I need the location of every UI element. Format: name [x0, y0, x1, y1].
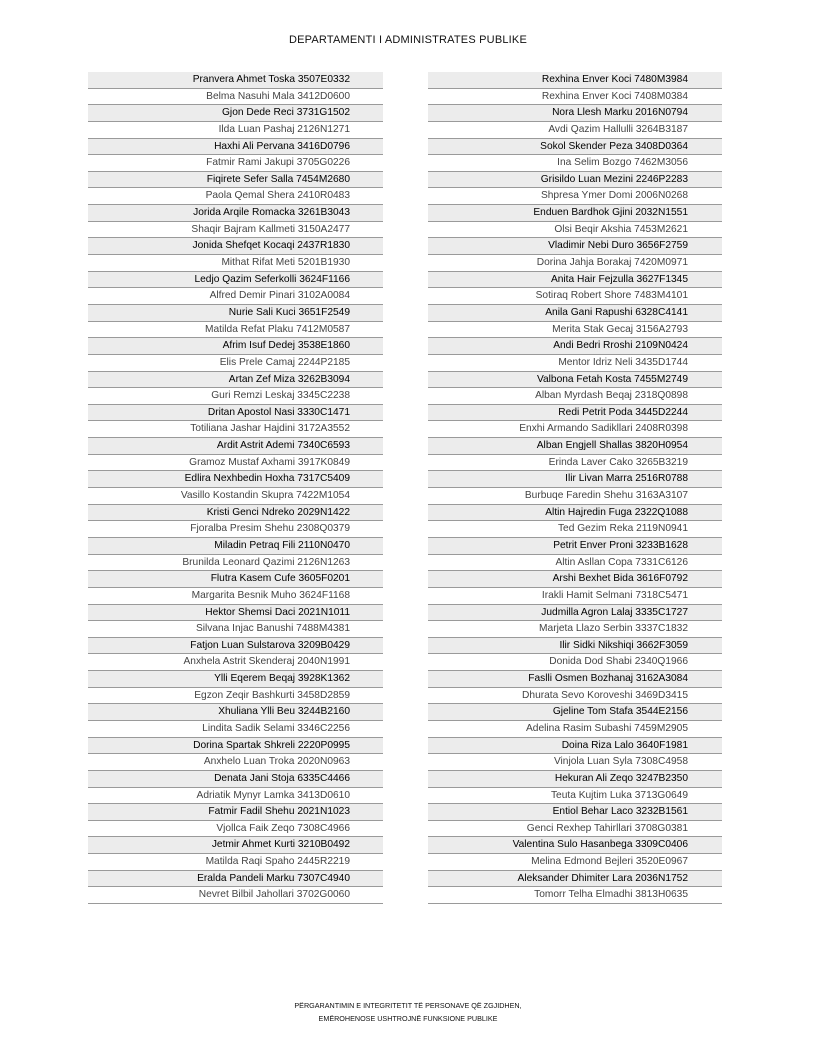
name-row: Fatmir Rami Jakupi 3705G0226	[88, 155, 383, 172]
footer-line-2: EMËROHENOSE USHTROJNË FUNKSIONE PUBLIKE	[318, 1014, 498, 1023]
name-row: Haxhi Ali Pervana 3416D0796	[88, 139, 383, 156]
name-row: Fatmir Fadil Shehu 2021N1023	[88, 804, 383, 821]
footer	[0, 999, 816, 1025]
name-row: Dritan Apostol Nasi 3330C1471	[88, 405, 383, 422]
name-row: Eralda Pandeli Marku 7307C4940	[88, 871, 383, 888]
name-row: Aleksander Dhimiter Lara 2036N1752	[428, 871, 722, 888]
name-row: Ledjo Qazim Seferkolli 3624F1166	[88, 272, 383, 289]
name-row: Shaqir Bajram Kallmeti 3150A2477	[88, 222, 383, 239]
name-row: Andi Bedri Rroshi 2109N0424	[428, 338, 722, 355]
name-row: Sokol Skender Peza 3408D0364	[428, 139, 722, 156]
name-row: Valbona Fetah Kosta 7455M2749	[428, 372, 722, 389]
name-row: Anita Hair Fejzulla 3627F1345	[428, 272, 722, 289]
name-row: Alban Myrdash Beqaj 2318Q0898	[428, 388, 722, 405]
name-row: Vladimir Nebi Duro 3656F2759	[428, 238, 722, 255]
name-row: Entiol Behar Laco 3232B1561	[428, 804, 722, 821]
name-row: Erinda Laver Cako 3265B3219	[428, 455, 722, 472]
name-row: Lindita Sadik Selami 3346C2256	[88, 721, 383, 738]
name-row: Avdi Qazim Hallulli 3264B3187	[428, 122, 722, 139]
name-row: Brunilda Leonard Qazimi 2126N1263	[88, 555, 383, 572]
name-row: Gjeline Tom Stafa 3544E2156	[428, 704, 722, 721]
name-row: Grisildo Luan Mezini 2246P2283	[428, 172, 722, 189]
name-row: Hektor Shemsi Daci 2021N1011	[88, 605, 383, 622]
name-row: Teuta Kujtim Luka 3713G0649	[428, 788, 722, 805]
footer-line-1: PËRGARANTIMIN E INTEGRITETIT TË PERSONAVE QË ZGJIDHEN,	[294, 1001, 522, 1010]
name-row: Judmilla Agron Lalaj 3335C1727	[428, 605, 722, 622]
name-row: Adelina Rasim Subashi 7459M2905	[428, 721, 722, 738]
name-row: Enxhi Armando Sadikllari 2408R0398	[428, 421, 722, 438]
name-row: Vjollca Faik Zeqo 7308C4966	[88, 821, 383, 838]
name-row: Faslli Osmen Bozhanaj 3162A3084	[428, 671, 722, 688]
name-row: Alban Engjell Shallas 3820H0954	[428, 438, 722, 455]
name-row: Shpresa Ymer Domi 2006N0268	[428, 188, 722, 205]
name-row: Flutra Kasem Cufe 3605F0201	[88, 571, 383, 588]
name-row: Anila Gani Rapushi 6328C4141	[428, 305, 722, 322]
name-row: Ilir Sidki Nikshiqi 3662F3059	[428, 638, 722, 655]
name-row: Nora Llesh Marku 2016N0794	[428, 105, 722, 122]
name-row: Doina Riza Lalo 3640F1981	[428, 738, 722, 755]
name-row: Adriatik Mynyr Lamka 3413D0610	[88, 788, 383, 805]
name-row: Gjon Dede Reci 3731G1502	[88, 105, 383, 122]
name-row: Vinjola Luan Syla 7308C4958	[428, 754, 722, 771]
name-row: Rexhina Enver Koci 7480M3984	[428, 72, 722, 89]
name-row: Merita Stak Gecaj 3156A2793	[428, 322, 722, 339]
name-row: Donida Dod Shabi 2340Q1966	[428, 654, 722, 671]
name-row: Mithat Rifat Meti 5201B1930	[88, 255, 383, 272]
name-row: Genci Rexhep Tahirllari 3708G0381	[428, 821, 722, 838]
name-row: Hekuran Ali Zeqo 3247B2350	[428, 771, 722, 788]
name-row: Matilda Raqi Spaho 2445R2219	[88, 854, 383, 871]
name-row: Valentina Sulo Hasanbega 3309C0406	[428, 837, 722, 854]
name-row: Sotiraq Robert Shore 7483M4101	[428, 288, 722, 305]
name-row: Fiqirete Sefer Salla 7454M2680	[88, 172, 383, 189]
name-row: Enduen Bardhok Gjini 2032N1551	[428, 205, 722, 222]
name-row: Silvana Injac Banushi 7488M4381	[88, 621, 383, 638]
name-row: Fjoralba Presim Shehu 2308Q0379	[88, 521, 383, 538]
name-row: Belma Nasuhi Mala 3412D0600	[88, 89, 383, 106]
name-row: Ilda Luan Pashaj 2126N1271	[88, 122, 383, 139]
name-row: Ilir Livan Marra 2516R0788	[428, 471, 722, 488]
name-row: Ina Selim Bozgo 7462M3056	[428, 155, 722, 172]
name-row: Egzon Zeqir Bashkurti 3458D2859	[88, 688, 383, 705]
page-title: DEPARTAMENTI I ADMINISTRATES PUBLIKE	[288, 34, 528, 46]
left-name-column	[88, 72, 383, 904]
right-name-column	[428, 72, 722, 904]
name-row: Petrit Enver Proni 3233B1628	[428, 538, 722, 555]
name-row: Jorida Arqile Romacka 3261B3043	[88, 205, 383, 222]
name-row: Xhuliana Ylli Beu 3244B2160	[88, 704, 383, 721]
name-row: Matilda Refat Plaku 7412M0587	[88, 322, 383, 339]
name-row: Artan Zef Miza 3262B3094	[88, 372, 383, 389]
name-row: Dorina Jahja Borakaj 7420M0971	[428, 255, 722, 272]
name-row: Melina Edmond Bejleri 3520E0967	[428, 854, 722, 871]
name-row: Anxhelo Luan Troka 2020N0963	[88, 754, 383, 771]
name-row: Jetmir Ahmet Kurti 3210B0492	[88, 837, 383, 854]
name-row: Gramoz Mustaf Axhami 3917K0849	[88, 455, 383, 472]
name-row: Ardit Astrit Ademi 7340C6593	[88, 438, 383, 455]
name-row: Totiliana Jashar Hajdini 3172A3552	[88, 421, 383, 438]
name-row: Ted Gezim Reka 2119N0941	[428, 521, 722, 538]
name-row: Guri Remzi Leskaj 3345C2238	[88, 388, 383, 405]
name-row: Marjeta Llazo Serbin 3337C1832	[428, 621, 722, 638]
name-row: Fatjon Luan Sulstarova 3209B0429	[88, 638, 383, 655]
name-row: Rexhina Enver Koci 7408M0384	[428, 89, 722, 106]
name-row: Afrim Isuf Dedej 3538E1860	[88, 338, 383, 355]
name-row: Arshi Bexhet Bida 3616F0792	[428, 571, 722, 588]
name-row: Paola Qemal Shera 2410R0483	[88, 188, 383, 205]
name-row: Elis Prele Camaj 2244P2185	[88, 355, 383, 372]
name-row: Nevret Bilbil Jahollari 3702G0060	[88, 887, 383, 904]
name-row: Edlira Nexhbedin Hoxha 7317C5409	[88, 471, 383, 488]
name-row: Dhurata Sevo Koroveshi 3469D3415	[428, 688, 722, 705]
name-row: Vasillo Kostandin Skupra 7422M1054	[88, 488, 383, 505]
name-row: Denata Jani Stoja 6335C4466	[88, 771, 383, 788]
name-row: Redi Petrit Poda 3445D2244	[428, 405, 722, 422]
name-row: Altin Asllan Copa 7331C6126	[428, 555, 722, 572]
name-row: Nurie Sali Kuci 3651F2549	[88, 305, 383, 322]
name-row: Burbuqe Faredin Shehu 3163A3107	[428, 488, 722, 505]
name-row: Pranvera Ahmet Toska 3507E0332	[88, 72, 383, 89]
name-row: Jonida Shefqet Kocaqi 2437R1830	[88, 238, 383, 255]
name-row: Margarita Besnik Muho 3624F1168	[88, 588, 383, 605]
name-row: Tomorr Telha Elmadhi 3813H0635	[428, 887, 722, 904]
name-row: Anxhela Astrit Skenderaj 2040N1991	[88, 654, 383, 671]
name-row: Ylli Eqerem Beqaj 3928K1362	[88, 671, 383, 688]
name-row: Mentor Idriz Neli 3435D1744	[428, 355, 722, 372]
name-row: Kristi Genci Ndreko 2029N1422	[88, 505, 383, 522]
name-row: Miladin Petraq Fili 2110N0470	[88, 538, 383, 555]
name-row: Irakli Hamit Selmani 7318C5471	[428, 588, 722, 605]
name-row: Altin Hajredin Fuga 2322Q1088	[428, 505, 722, 522]
name-row: Alfred Demir Pinari 3102A0084	[88, 288, 383, 305]
name-row: Olsi Beqir Akshia 7453M2621	[428, 222, 722, 239]
name-row: Dorina Spartak Shkreli 2220P0995	[88, 738, 383, 755]
